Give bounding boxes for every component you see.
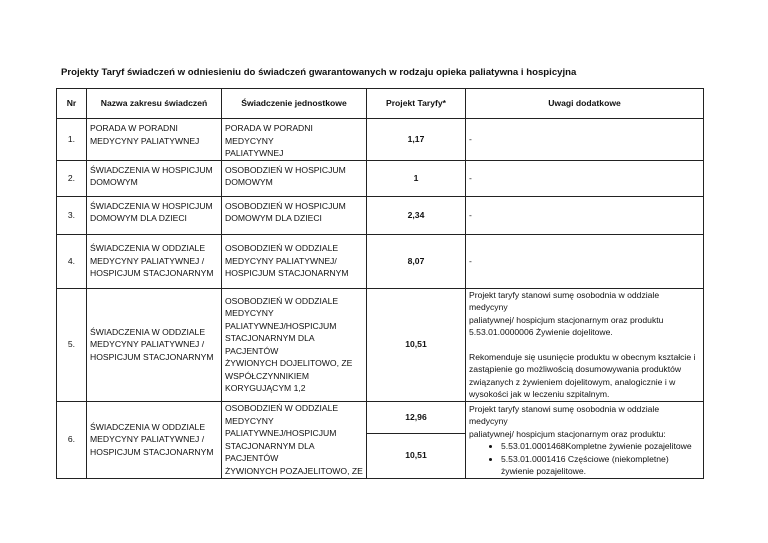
- uwagi-cell: -: [466, 160, 704, 196]
- taryfa-cell: 8,07: [367, 234, 466, 288]
- zakres-cell: [87, 234, 222, 288]
- text-line: PORADA W PORADNI: [90, 123, 178, 133]
- text-line: MEDYCYNY PALIATYWNEJ/: [225, 255, 337, 266]
- text-line: DOMOWYM DLA DZIECI: [225, 213, 322, 223]
- table-row: [57, 401, 704, 433]
- text-line: paliatywnej/ hospicjum stacjonarnym oraz produktu:: [469, 428, 666, 439]
- zakres-cell: [87, 401, 222, 478]
- text-line: Rekomenduje się usunięcie produktu w obecnym kształcie i: [469, 351, 696, 362]
- text-line: OSOBODZIEŃ W ODDZIALE: [225, 243, 339, 254]
- uwagi-cell: [466, 288, 704, 401]
- tariff-table: [56, 88, 704, 479]
- row-number: 3.: [57, 196, 87, 234]
- text-line: zastąpienie go możliwością dosumowywania produktów: [469, 364, 682, 374]
- text-line: 5.53.01.0000006 Żywienie dojelitowe.: [469, 327, 613, 337]
- row-number: 6.: [57, 401, 87, 478]
- text-line: ŚWIADCZENIA W HOSPICJUM: [90, 200, 213, 211]
- taryfa-cell-a: 12,96: [367, 401, 466, 433]
- text-line: PALIATYWNEJ: [225, 148, 284, 158]
- table-row: [57, 196, 704, 234]
- text-line: OSOBODZIEŃ W ODDZIALE: [225, 403, 339, 413]
- zakres-cell: [87, 288, 222, 401]
- jednostkowe-cell: [222, 196, 367, 234]
- table-row: [57, 160, 704, 196]
- uwagi-cell: -: [466, 119, 704, 161]
- text-line: WSPÓŁCZYNNIKIEM: [225, 370, 310, 381]
- jednostkowe-cell: [222, 160, 367, 196]
- text-line: ŻYWIONYCH POZAJELITOWO, ZE: [225, 465, 363, 476]
- taryfa-cell: 1: [367, 160, 466, 196]
- taryfa-cell: 2,34: [367, 196, 466, 234]
- header-nr: Nr: [57, 89, 87, 119]
- text-line: STACJONARNYM DLA PACJENTÓW: [225, 333, 315, 356]
- text-line: DOMOWYM: [90, 177, 138, 187]
- jednostkowe-cell: [222, 119, 367, 161]
- text-line: HOSPICJUM STACJONARNYM: [90, 446, 214, 457]
- text-line: MEDYCYNY PALIATYWNEJ /: [90, 339, 205, 350]
- taryfa-cell: 1,17: [367, 119, 466, 161]
- text-line: DOMOWYM: [225, 177, 273, 187]
- text-line: ŚWIADCZENIA W ODDZIALE: [90, 243, 206, 254]
- table-row: [57, 234, 704, 288]
- taryfa-cell-b: 10,51: [367, 433, 466, 478]
- text-line: MEDYCYNY PALIATYWNEJ /: [90, 255, 205, 266]
- header-uwagi: Uwagi dodatkowe: [466, 89, 704, 119]
- jednostkowe-cell: [222, 401, 367, 478]
- jednostkowe-cell: [222, 234, 367, 288]
- uwagi-cell: -: [466, 234, 704, 288]
- text-line: OSOBODZIEŃ W ODDZIALE: [225, 295, 339, 306]
- text-line: OSOBODZIEŃ W HOSPICJUM: [225, 164, 346, 175]
- text-line: PALIATYWNEJ/HOSPICJUM: [225, 320, 337, 331]
- header-zakres: Nazwa zakresu świadczeń: [87, 89, 222, 119]
- zakres-cell: [87, 196, 222, 234]
- header-taryfa: Projekt Taryfy*: [367, 89, 466, 119]
- jednostkowe-cell: [222, 288, 367, 401]
- text-line: MEDYCYNY: [225, 415, 274, 426]
- text-line: OSOBODZIEŃ W HOSPICJUM: [225, 200, 346, 211]
- text-line: ŚWIADCZENIA W HOSPICJUM: [90, 164, 213, 175]
- text-line: ŚWIADCZENIA W ODDZIALE: [90, 421, 206, 432]
- text-line: PALIATYWNEJ/HOSPICJUM: [225, 428, 337, 438]
- uwagi-list: [469, 440, 700, 478]
- text-line: ŚWIADCZENIA W ODDZIALE: [90, 326, 206, 337]
- list-item: • 5.53.01.0001468Kompletne żywienie pozajelitowe: [501, 440, 700, 453]
- text-line: STACJONARNYM DLA PACJENTÓW: [225, 440, 315, 463]
- text-line: DOMOWYM DLA DZIECI: [90, 213, 187, 223]
- text-line: Projekt taryfy stanowi sumę osobodnia w oddziale medycyny: [469, 403, 660, 426]
- text-line: paliatywnej/ hospicjum stacjonarnym oraz produktu: [469, 314, 664, 325]
- uwagi-cell: [466, 401, 704, 478]
- header-row: [57, 89, 704, 119]
- taryfa-cell: 10,51: [367, 288, 466, 401]
- text-line: HOSPICJUM STACJONARNYM: [225, 268, 349, 279]
- text-line: HOSPICJUM STACJONARNYM: [90, 351, 214, 362]
- text-line: wysokości jak w leczeniu szpitalnym.: [469, 389, 610, 399]
- text-line: ŻYWIONYCH DOJELITOWO, ZE: [225, 358, 353, 368]
- row-number: 1.: [57, 119, 87, 161]
- text-line: PORADA W PORADNI MEDYCYNY: [225, 123, 313, 146]
- uwagi-cell: -: [466, 196, 704, 234]
- text-line: Projekt taryfy stanowi sumę osobodnia w oddziale medycyny: [469, 289, 660, 312]
- text-line: związanych z żywieniem dojelitowym, analogicznie i w: [469, 376, 676, 387]
- zakres-cell: [87, 160, 222, 196]
- text-line: MEDYCYNY PALIATYWNEJ: [90, 135, 200, 146]
- document-title: Projekty Taryf świadczeń w odniesieniu do świadczeń gwarantowanych w rodzaju opieka paliatywna i hospicyjna: [61, 67, 577, 78]
- table-row: [57, 119, 704, 161]
- text-line: HOSPICJUM STACJONARNYM: [90, 268, 214, 279]
- header-jednostkowe: Świadczenie jednostkowe: [222, 89, 367, 119]
- list-item: • 5.53.01.0001416 Częściowe (niekompletne) żywienie pozajelitowe.: [501, 453, 700, 478]
- zakres-cell: [87, 119, 222, 161]
- row-number: 4.: [57, 234, 87, 288]
- table-row: [57, 288, 704, 401]
- text-line: MEDYCYNY: [225, 308, 274, 318]
- text-line: KORYGUJĄCYM 1,2: [225, 383, 306, 393]
- row-number: 5.: [57, 288, 87, 401]
- row-number: 2.: [57, 160, 87, 196]
- text-line: MEDYCYNY PALIATYWNEJ /: [90, 434, 205, 445]
